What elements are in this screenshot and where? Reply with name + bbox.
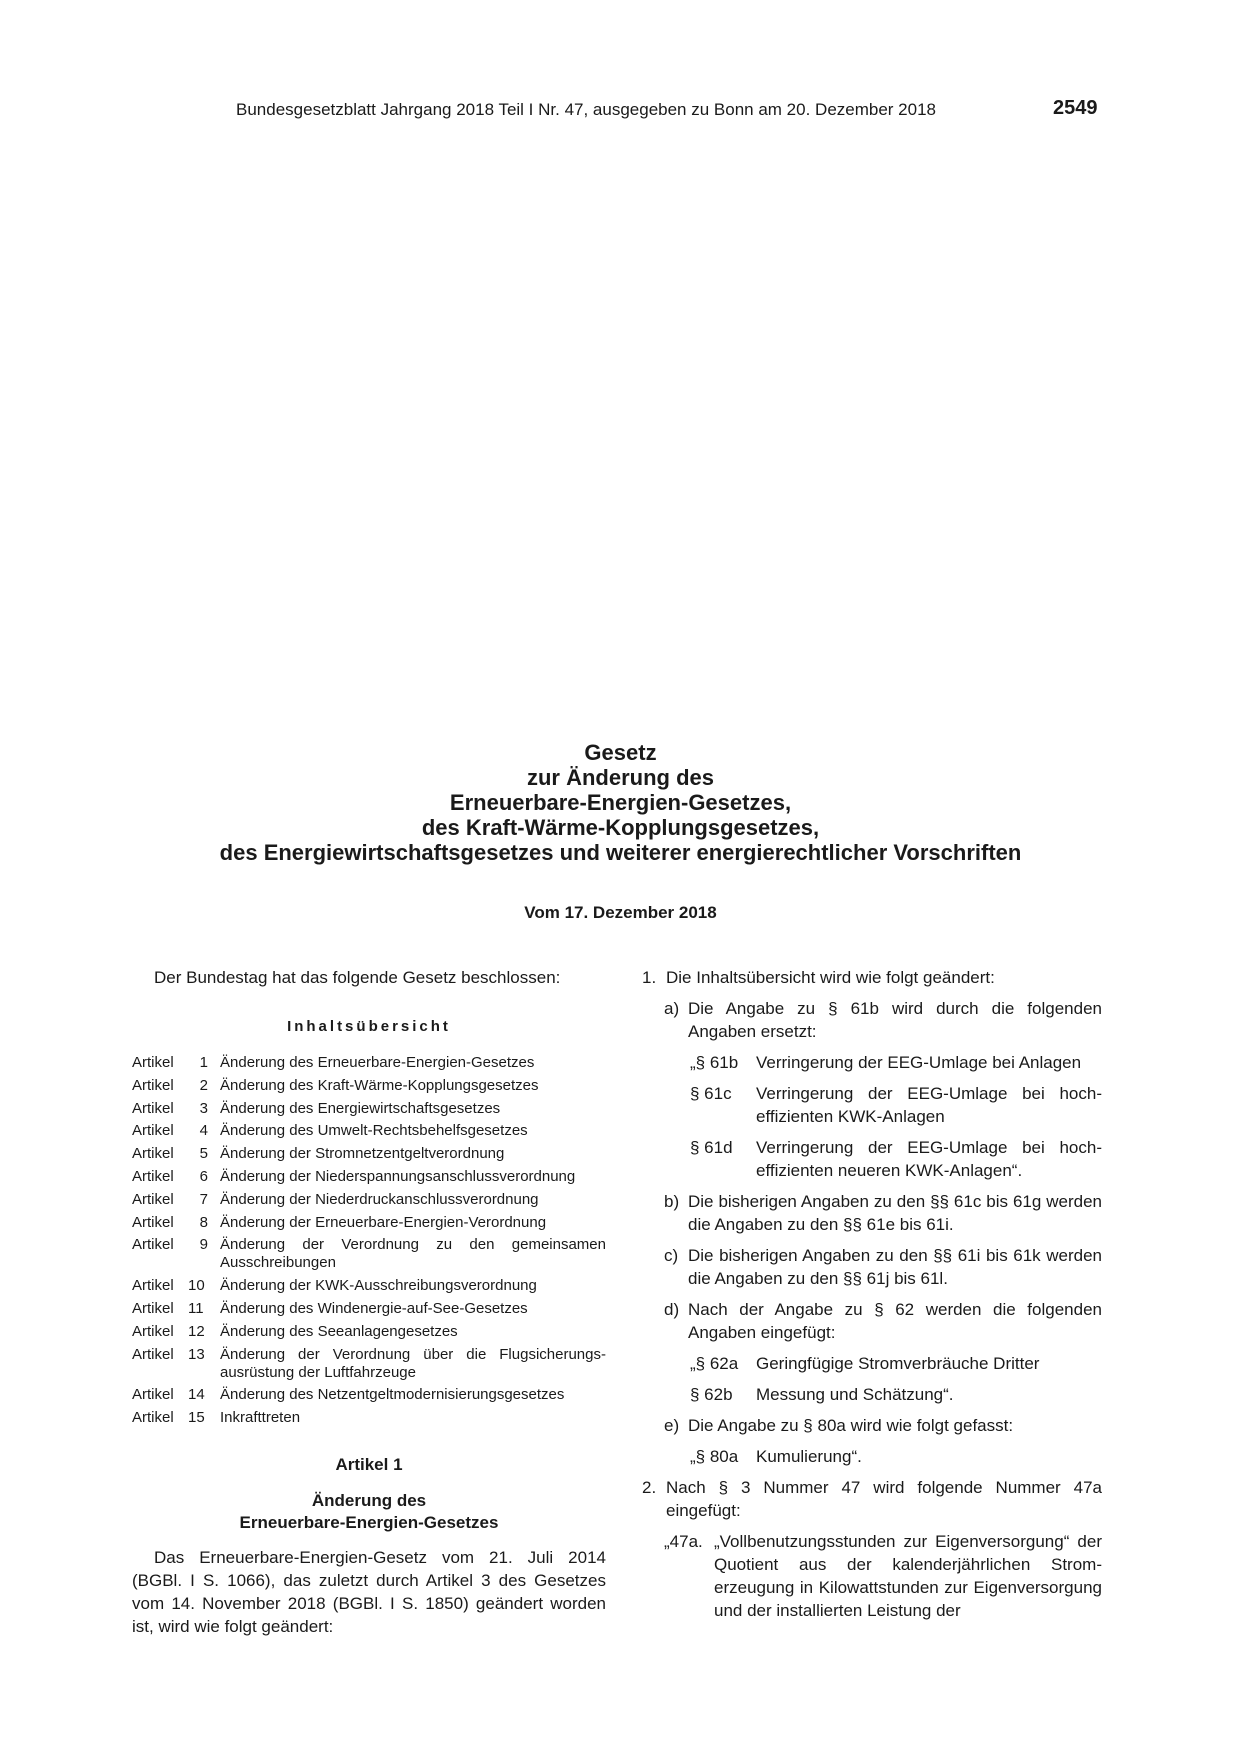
toc-article-number: 14 [188, 1386, 205, 1404]
section-entry [690, 1136, 1102, 1182]
toc-row [132, 1277, 606, 1295]
toc-heading: Inhaltsübersicht [287, 1018, 451, 1035]
toc-row [132, 1236, 606, 1272]
toc-row [132, 1323, 606, 1341]
toc-row [132, 1077, 606, 1095]
definition-entry [664, 1530, 1102, 1622]
toc-article-label: Artikel [132, 1386, 174, 1404]
toc-article-title: Änderung des Energiewirtschaftsgesetzes [220, 1099, 501, 1117]
toc-article-number: 1 [199, 1054, 208, 1071]
section-entry [690, 1082, 1102, 1128]
definition-number: „47a. [664, 1532, 703, 1551]
title-line: Erneuerbare-Energien-Gesetzes, [449, 790, 792, 815]
toc-article-number: 15 [188, 1409, 205, 1427]
article-1-subheading [132, 1490, 606, 1534]
toc-article-title: Änderung der Stromnetzentgeltverordnung [220, 1145, 505, 1163]
section-number: § 61c [690, 1084, 732, 1103]
left-column [132, 966, 606, 1638]
section-title: Geringfügige Stromverbräuche Dritter [756, 1354, 1040, 1373]
page-number: 2549 [1053, 97, 1098, 119]
toc-article-label: Artikel [132, 1122, 174, 1140]
enactment-formula: Der Bundestag hat das folgende Gesetz beschlossen: [154, 968, 561, 987]
toc-article-label: Artikel [132, 1099, 174, 1117]
gazette-header: Bundesgesetzblatt Jahrgang 2018 Teil I Nr. 47, ausgegeben zu Bonn am 20. Dezember 2018 [236, 100, 936, 119]
toc-article-number: 10 [188, 1277, 205, 1295]
amendment-item [642, 966, 1102, 989]
sub-item-letter: e) [664, 1416, 680, 1435]
toc-article-number: 5 [199, 1145, 208, 1163]
right-column [642, 966, 1102, 1622]
section-number: „§ 62a [690, 1354, 739, 1373]
toc-article-label: Artikel [132, 1167, 174, 1185]
toc-article-label: Artikel [132, 1322, 174, 1340]
toc-article-title: Änderung der KWK-Ausschreibungsverordnung [220, 1277, 537, 1295]
sub-item-text: Die Angabe zu § 80a wird wie folgt gefasst: [688, 1416, 1014, 1435]
toc-article-number: 2 [199, 1076, 208, 1094]
toc-row [132, 1191, 606, 1209]
sub-item-text: Die bisherigen Angaben zu den §§ 61i bis 61k werden die Angaben zu den §§ 61j bis 61l. [688, 1246, 1102, 1288]
section-number: § 61d [690, 1138, 733, 1157]
toc-article-label: Artikel [132, 1190, 174, 1208]
section-title: Verringerung der EEG-Umlage bei hocheffizienten neueren KWK-Anlagen“. [756, 1138, 1102, 1180]
amendment-item [642, 1476, 1102, 1522]
toc-article-title: Änderung der Verordnung zu den gemeinsamen Ausschreibungen [220, 1236, 606, 1272]
toc-article-number: 6 [199, 1167, 208, 1185]
title-line: des Energiewirtschaftsgesetzes und weiterer energierechtlicher Vorschriften [219, 840, 1022, 865]
sub-item-text: Nach der Angabe zu § 62 werden die folgenden Angaben eingefügt: [688, 1300, 1102, 1342]
sub-item-text: Die Angabe zu § 61b wird durch die folgenden Angaben ersetzt: [688, 999, 1102, 1041]
section-number: § 62b [690, 1385, 733, 1404]
section-number: „§ 61b [690, 1053, 739, 1072]
toc-article-label: Artikel [132, 1345, 174, 1363]
toc-article-title: Änderung des Erneuerbare-Energien-Gesetzes [220, 1054, 535, 1071]
section-entry [690, 1445, 1102, 1468]
section-entry [690, 1051, 1102, 1074]
toc-article-number: 12 [188, 1322, 205, 1340]
toc-article-number: 13 [188, 1345, 205, 1363]
subheading-line: Erneuerbare-Energien-Gesetzes [239, 1513, 499, 1533]
toc-article-title: Änderung der Niederspannungsanschlussverordnung [220, 1167, 576, 1185]
section-title: Verringerung der EEG-Umlage bei Anlagen [756, 1053, 1082, 1072]
toc-article-number: 9 [199, 1236, 208, 1254]
toc-article-title: Änderung der Erneuerbare-Energien-Verordnung [220, 1213, 547, 1231]
toc-row [132, 1409, 606, 1427]
toc-article-number: 7 [199, 1190, 208, 1208]
toc-row [132, 1386, 606, 1404]
toc-article-number: 4 [199, 1122, 208, 1140]
toc-article-number: 8 [199, 1213, 208, 1231]
sub-item-letter: a) [664, 999, 680, 1018]
toc-article-label: Artikel [132, 1299, 174, 1317]
toc-article-title: Änderung des Windenergie-auf-See-Gesetzes [220, 1299, 528, 1317]
sub-item-letter: d) [664, 1300, 680, 1319]
title-line: Gesetz [584, 740, 657, 765]
toc-article-label: Artikel [132, 1277, 174, 1295]
toc-article-number: 11 [188, 1299, 204, 1317]
law-date: Vom 17. Dezember 2018 [524, 903, 717, 922]
toc-article-title: Änderung der Verordnung über die Flugsicherungsausrüstung der Luftfahrzeuge [220, 1345, 606, 1381]
toc-article-title: Inkrafttreten [220, 1409, 301, 1427]
item-number: 2. [642, 1478, 657, 1497]
toc-row [132, 1346, 606, 1382]
title-line: zur Änderung des [526, 765, 714, 790]
toc-article-number: 3 [199, 1099, 208, 1117]
sub-item [664, 1190, 1102, 1236]
toc-article-title: Änderung des Netzentgeltmodernisierungsgesetzes [220, 1386, 565, 1404]
toc-article-label: Artikel [132, 1409, 174, 1427]
toc-row [132, 1054, 606, 1072]
toc-article-title: Änderung des Seeanlagengesetzes [220, 1322, 458, 1340]
toc-article-label: Artikel [132, 1145, 174, 1163]
sub-item-letter: b) [664, 1192, 680, 1211]
toc-article-label: Artikel [132, 1213, 174, 1231]
toc-article-title: Änderung der Niederdruckanschlussverordnung [220, 1190, 539, 1208]
law-title [0, 740, 1241, 865]
toc-row [132, 1214, 606, 1232]
subheading-line: Änderung des [311, 1491, 427, 1511]
toc-article-title: Änderung des Kraft-Wärme-Kopplungsgesetzes [220, 1076, 539, 1094]
toc-article-label: Artikel [132, 1236, 174, 1254]
toc-row [132, 1168, 606, 1186]
item-text: Die Inhaltsübersicht wird wie folgt geändert: [666, 968, 995, 987]
title-line: des Kraft-Wärme-Kopplungsgesetzes, [421, 815, 820, 840]
section-title: Kumulierung“. [756, 1447, 862, 1466]
toc-article-title: Änderung des Umwelt-Rechtsbehelfsgesetzes [220, 1122, 528, 1140]
toc-row [132, 1122, 606, 1140]
sub-item-text: Die bisherigen Angaben zu den §§ 61c bis 61g werden die Angaben zu den §§ 61e bis 61i. [688, 1192, 1102, 1234]
toc-row [132, 1100, 606, 1118]
section-entry [690, 1383, 1102, 1406]
toc-article-label: Artikel [132, 1054, 174, 1071]
sub-item [664, 997, 1102, 1043]
table-of-contents [132, 1054, 606, 1427]
toc-row [132, 1145, 606, 1163]
article-1-heading: Artikel 1 [335, 1455, 403, 1475]
article-1-body: Das Erneuerbare-Energien-Gesetz vom 21. Juli 2014 (BGBl. I S. 1066), das zuletzt durch Artikel 3 des Gesetzes vom 14. November 2018 (BGBl. I S. 1850) geändert worden ist, wird wie folgt geändert: [132, 1548, 606, 1637]
toc-article-label: Artikel [132, 1076, 174, 1094]
sub-item-letter: c) [664, 1246, 679, 1265]
definition-text: „Vollbenutzungsstunden zur Eigenversorgung“ der Quotient aus der kalenderjährlichen Stromerzeugung in Kilowattstunden zur Eigenversorgung und der installierten Leistung der [714, 1532, 1102, 1620]
sub-item [664, 1414, 1102, 1437]
toc-row [132, 1300, 606, 1318]
item-number: 1. [642, 968, 657, 987]
sub-item [664, 1244, 1102, 1290]
section-title: Verringerung der EEG-Umlage bei hocheffizienten KWK-Anlagen [756, 1084, 1102, 1126]
item-text: Nach § 3 Nummer 47 wird folgende Nummer 47a eingefügt: [666, 1478, 1102, 1520]
sub-item [664, 1298, 1102, 1344]
section-title: Messung und Schätzung“. [756, 1385, 954, 1404]
section-entry [690, 1352, 1102, 1375]
section-number: „§ 80a [690, 1447, 739, 1466]
